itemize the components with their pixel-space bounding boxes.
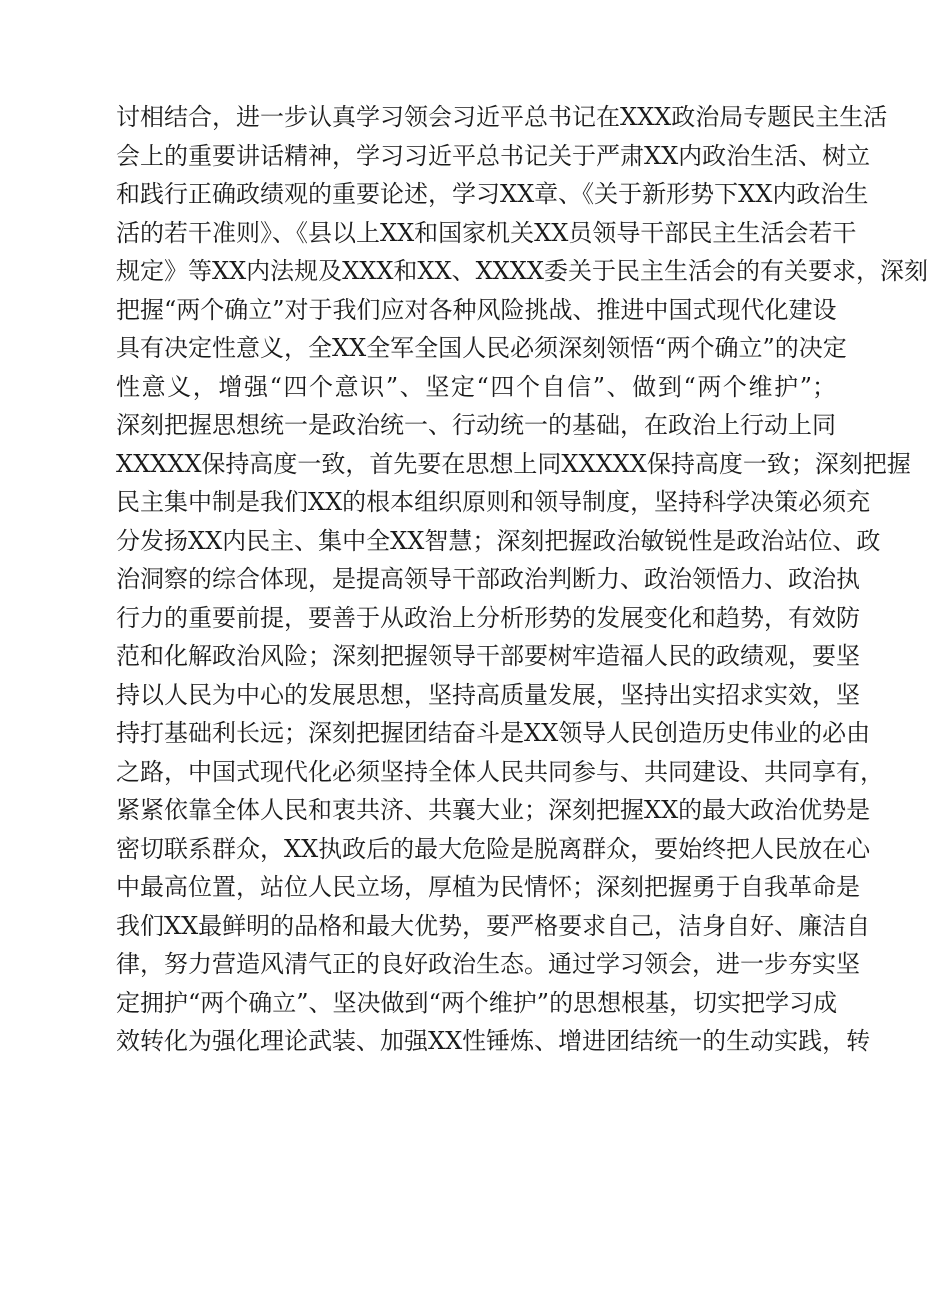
text-line: 规定》等XX内法规及XXX和XX、XXXX委关于民主生活会的有关要求，深刻 — [116, 257, 928, 285]
text-line: XXXXX保持高度一致，首先要在思想上同XXXXX保持高度一致；深刻把握 — [116, 449, 911, 478]
text-line: 行力的重要前提，要善于从政治上分析形势的发展变化和趋势，有效防 — [116, 603, 860, 632]
text-line: 活的若干准则》、《县以上XX和国家机关XX员领导干部民主生活会若干 — [116, 218, 857, 247]
text-line: 治洞察的综合体现，是提高领导干部政治判断力、政治领悟力、政治执 — [116, 565, 860, 593]
text-line: 持以人民为中心的发展思想，坚持高质量发展，坚持出实招求实效，坚 — [116, 680, 860, 709]
text-line: 我们XX最鲜明的品格和最大优势，要严格要求自己，洁身自好、廉洁自 — [116, 911, 871, 940]
text-line: 性意义，增强“四个意识”、坚定“四个自信”、做到“两个维护”； — [116, 372, 836, 401]
text-line: 分发扬XX内民主、集中全XX智慧；深刻把握政治敏锐性是政治站位、政 — [116, 526, 881, 555]
text-line: 把握“两个确立”对于我们应对各种风险挑战、推进中国式现代化建设 — [116, 295, 837, 324]
text-line: 具有决定性意义，全XX全军全国人民必须深刻领悟“两个确立”的决定 — [116, 334, 847, 362]
body-paragraph — [116, 98, 928, 1061]
text-line: 密切联系群众，XX执政后的最大危险是脱离群众，要始终把人民放在心 — [116, 834, 871, 863]
text-line: 效转化为强化理论武装、加强XX性锤炼、增进团结统一的生动实践，转 — [116, 1027, 871, 1055]
text-line: 持打基础利长远；深刻把握团结奋斗是XX领导人民创造历史伟业的必由 — [116, 719, 871, 747]
text-line: 会上的重要讲话精神，学习习近平总书记关于严肃XX内政治生活、树立 — [116, 141, 871, 170]
text-line: 定拥护“两个确立”、坚决做到“两个维护”的思想根基，切实把学习成 — [116, 988, 838, 1017]
text-line: 讨相结合，进一步认真学习领会习近平总书记在XXX政治局专题民主生活 — [116, 103, 888, 131]
text-line: 深刻把握思想统一是政治统一、行动统一的基础，在政治上行动上同 — [116, 411, 836, 439]
text-line: 中最高位置，站位人民立场，厚植为民情怀；深刻把握勇于自我革命是 — [116, 873, 860, 901]
text-line: 和践行正确政绩观的重要论述，学习XX章、《关于新形势下XX内政治生 — [116, 180, 869, 208]
text-line: 律，努力营造风清气正的良好政治生态。通过学习领会，进一步夯实坚 — [116, 950, 860, 978]
text-line: 紧紧依靠全体人民和衷共济、共襄大业；深刻把握XX的最大政治优势是 — [116, 796, 871, 824]
text-line: 范和化解政治风险；深刻把握领导干部要树牢造福人民的政绩观，要坚 — [116, 642, 860, 670]
text-line: 民主集中制是我们XX的根本组织原则和领导制度，坚持科学决策必须充 — [116, 488, 871, 516]
text-line: 之路，中国式现代化必须坚持全体人民共同参与、共同建设、共同享有， — [116, 757, 884, 786]
